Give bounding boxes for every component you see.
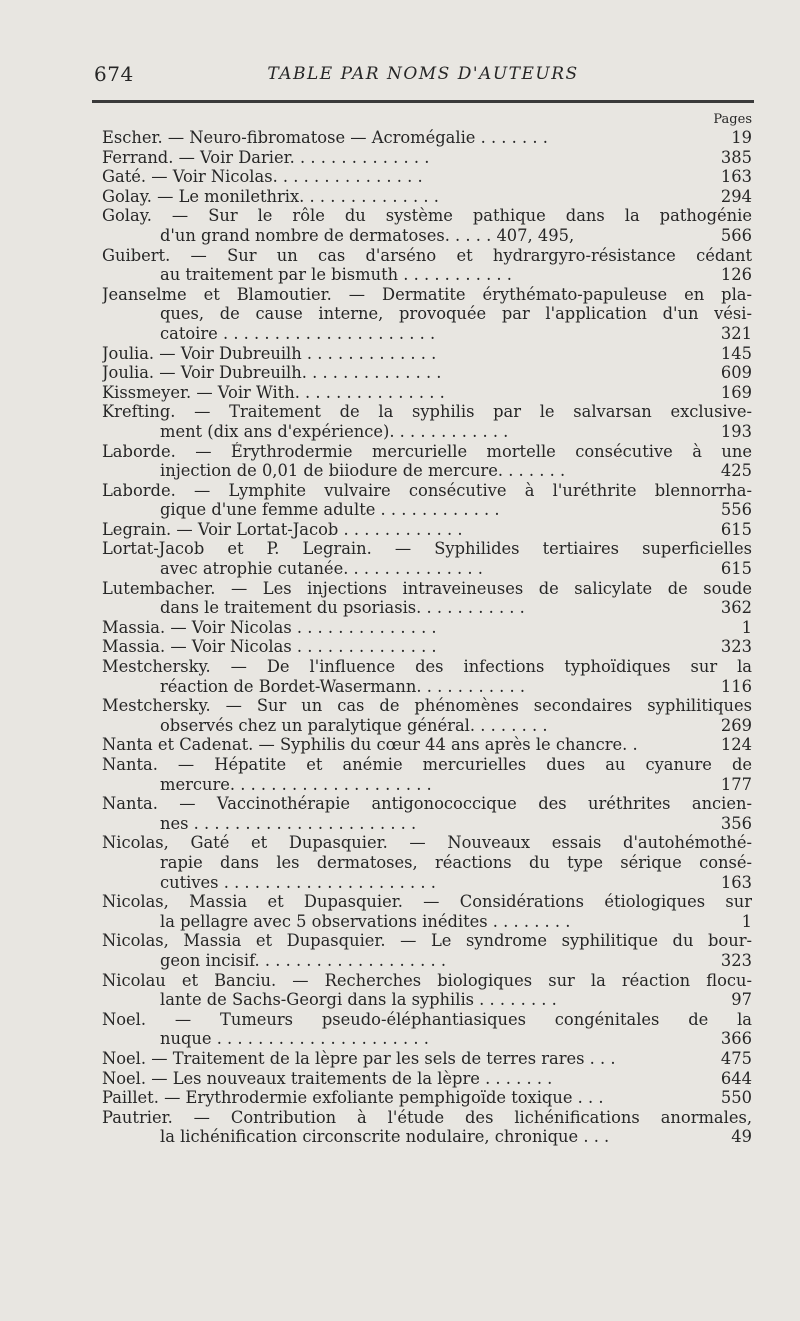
entry-continuation-line bbox=[102, 422, 752, 442]
entry-text: d'un grand nombre de dermatoses. . . . . 407, 495, bbox=[160, 225, 575, 245]
index-entry bbox=[102, 539, 752, 578]
index-entry bbox=[102, 246, 752, 285]
entry-first-line bbox=[102, 481, 752, 501]
index-entry bbox=[102, 735, 752, 755]
entry-first-line bbox=[102, 755, 752, 775]
entry-continuation-line bbox=[102, 1127, 752, 1147]
entry-continuation-line bbox=[102, 304, 752, 324]
entry-text: Gaté. — Voir Nicolas. . . . . . . . . . . . . . . bbox=[102, 167, 423, 187]
page-reference: 19 bbox=[700, 128, 752, 148]
entry-first-line bbox=[102, 1088, 752, 1108]
entry-first-line bbox=[102, 735, 752, 755]
index-entry bbox=[102, 579, 752, 618]
entry-text: avec atrophie cutanée. . . . . . . . . . . . . . bbox=[160, 559, 483, 579]
page-reference: 425 bbox=[700, 461, 752, 481]
entry-continuation-line bbox=[102, 677, 752, 697]
entry-first-line bbox=[102, 1049, 752, 1069]
index-entry bbox=[102, 285, 752, 344]
entry-text: Nicolau et Banciu. — Recherches biologiques sur la réaction flocu- bbox=[102, 970, 752, 990]
entry-first-line bbox=[102, 971, 752, 991]
entry-text: Lutembacher. — Les injections intraveineuses de salicylate de soude bbox=[102, 578, 752, 598]
entry-text: Joulia. — Voir Dubreuilh. . . . . . . . . . . . . . bbox=[102, 363, 442, 383]
entry-first-line bbox=[102, 931, 752, 951]
page-reference: 269 bbox=[700, 716, 752, 736]
index-entry bbox=[102, 1088, 752, 1108]
header-rule bbox=[92, 100, 754, 103]
index-entry bbox=[102, 1069, 752, 1089]
entry-text: Mestchersky. — Sur un cas de phénomènes secondaires syphilitiques bbox=[102, 696, 752, 716]
index-entry bbox=[102, 931, 752, 970]
entry-continuation-line bbox=[102, 500, 752, 520]
entry-text: réaction de Bordet-Wasermann. . . . . . . . . . . bbox=[160, 676, 526, 696]
entry-text: la pellagre avec 5 observations inédites . . . . . . . . bbox=[160, 911, 571, 931]
entry-first-line bbox=[102, 1108, 752, 1128]
index-entry bbox=[102, 128, 752, 148]
page-reference: 163 bbox=[700, 167, 752, 187]
entry-first-line bbox=[102, 206, 752, 226]
entry-text: gique d'une femme adulte . . . . . . . . . . . . bbox=[160, 500, 500, 520]
entry-continuation-line bbox=[102, 598, 752, 618]
entry-text: rapie dans les dermatoses, réactions du type sérique consé- bbox=[160, 852, 752, 872]
page-header bbox=[94, 62, 752, 94]
entry-first-line bbox=[102, 637, 752, 657]
entry-text: Massia. — Voir Nicolas . . . . . . . . . . . . . . bbox=[102, 637, 437, 657]
entry-first-line bbox=[102, 833, 752, 853]
page-reference: 321 bbox=[700, 324, 752, 344]
entry-text: Joulia. — Voir Dubreuilh . . . . . . . . . . . . . bbox=[102, 343, 437, 363]
entry-text: Lortat-Jacob et P. Legrain. — Syphilides tertiaires superficielles bbox=[102, 539, 752, 559]
entry-first-line bbox=[102, 167, 752, 187]
page-reference: 1 bbox=[700, 912, 752, 932]
entry-first-line bbox=[102, 696, 752, 716]
entry-first-line bbox=[102, 539, 752, 559]
entry-text: Golay. — Sur le rôle du système pathique dans la pathogénie bbox=[102, 206, 752, 226]
index-entry bbox=[102, 794, 752, 833]
entry-first-line bbox=[102, 246, 752, 266]
entry-text: nuque . . . . . . . . . . . . . . . . . . . . . bbox=[160, 1029, 429, 1049]
page-reference: 97 bbox=[700, 990, 752, 1010]
entry-first-line bbox=[102, 1069, 752, 1089]
entry-first-line bbox=[102, 285, 752, 305]
entry-first-line bbox=[102, 128, 752, 148]
entry-text: Nanta. — Vaccinothérapie antigonococcique des uréthrites ancien- bbox=[102, 794, 752, 814]
page-reference: 116 bbox=[700, 677, 752, 697]
entry-first-line bbox=[102, 344, 752, 364]
entry-continuation-line bbox=[102, 559, 752, 579]
entry-text: Massia. — Voir Nicolas . . . . . . . . . . . . . . bbox=[102, 617, 437, 637]
entry-text: Escher. — Neuro-fibromatose — Acromégalie . . . . . . . bbox=[102, 128, 548, 147]
entry-text: Legrain. — Voir Lortat-Jacob . . . . . . . . . . . . bbox=[102, 519, 463, 539]
entry-text: Ferrand. — Voir Darier. . . . . . . . . . . . . . bbox=[102, 147, 430, 167]
entry-continuation-line bbox=[102, 912, 752, 932]
entry-text: ques, de cause interne, provoquée par l'application d'un vési- bbox=[160, 304, 752, 324]
index-entry bbox=[102, 442, 752, 481]
entry-text: nes . . . . . . . . . . . . . . . . . . . . . . bbox=[160, 813, 417, 833]
entry-text: injection de 0,01 de biiodure de mercure. . . . . . . bbox=[160, 461, 566, 481]
index-entry bbox=[102, 637, 752, 657]
running-title: TABLE PAR NOMS D'AUTEURS bbox=[267, 64, 579, 84]
entry-text: au traitement par le bismuth . . . . . . . . . . . bbox=[160, 265, 512, 285]
index-entry bbox=[102, 520, 752, 540]
page-reference: 550 bbox=[700, 1088, 752, 1108]
page-reference: 177 bbox=[700, 775, 752, 795]
entry-continuation-line bbox=[102, 461, 752, 481]
entry-text: Kissmeyer. — Voir With. . . . . . . . . . . . . . . bbox=[102, 382, 445, 402]
index-entry bbox=[102, 618, 752, 638]
entry-text: cutives . . . . . . . . . . . . . . . . . . . . . bbox=[160, 872, 436, 892]
page-reference: 609 bbox=[700, 363, 752, 383]
entry-text: Golay. — Le monilethrix. . . . . . . . . . . . . . bbox=[102, 186, 439, 206]
entry-text: catoire . . . . . . . . . . . . . . . . . . . . . bbox=[160, 323, 436, 343]
index-entry bbox=[102, 833, 752, 892]
entry-text: Guibert. — Sur un cas d'arséno et hydrargyro-résistance cédant bbox=[102, 245, 752, 265]
entry-continuation-line bbox=[102, 853, 752, 873]
index-entry bbox=[102, 167, 752, 187]
page-reference: 615 bbox=[700, 559, 752, 579]
entry-first-line bbox=[102, 148, 752, 168]
entry-continuation-line bbox=[102, 324, 752, 344]
entry-text: Nanta et Cadenat. — Syphilis du cœur 44 ans après le chancre. . bbox=[102, 735, 638, 755]
author-index-list bbox=[102, 128, 752, 1147]
pages-column-label: Pages bbox=[713, 112, 752, 127]
entry-first-line bbox=[102, 383, 752, 403]
index-entry bbox=[102, 344, 752, 364]
page-reference: 362 bbox=[700, 598, 752, 618]
index-entry bbox=[102, 755, 752, 794]
entry-text: Noel. — Les nouveaux traitements de la lèpre . . . . . . . bbox=[102, 1068, 553, 1088]
index-entry bbox=[102, 148, 752, 168]
index-entry bbox=[102, 402, 752, 441]
page-reference: 126 bbox=[700, 265, 752, 285]
page-reference: 323 bbox=[700, 637, 752, 657]
entry-text: Pautrier. — Contribution à l'étude des lichénifications anormales, bbox=[102, 1107, 752, 1127]
entry-text: mercure. . . . . . . . . . . . . . . . . . . . bbox=[160, 774, 432, 794]
index-entry bbox=[102, 1010, 752, 1049]
entry-continuation-line bbox=[102, 814, 752, 834]
entry-text: Paillet. — Erythrodermie exfoliante pemphigoïde toxique . . . bbox=[102, 1088, 604, 1108]
index-entry bbox=[102, 657, 752, 696]
entry-text: Noel. — Traitement de la lèpre par les sels de terres rares . . . bbox=[102, 1048, 616, 1068]
page-reference: 356 bbox=[700, 814, 752, 834]
page-reference: 566 bbox=[700, 226, 752, 246]
index-entry bbox=[102, 1108, 752, 1147]
entry-text: Laborde. — Érythrodermie mercurielle mortelle consécutive à une bbox=[102, 441, 752, 461]
entry-text: geon incisif. . . . . . . . . . . . . . . . . . . bbox=[160, 950, 447, 970]
entry-first-line bbox=[102, 187, 752, 207]
entry-continuation-line bbox=[102, 951, 752, 971]
entry-text: lante de Sachs-Georgi dans la syphilis . . . . . . . . bbox=[160, 990, 557, 1010]
entry-text: observés chez un paralytique général. . . . . . . . bbox=[160, 715, 548, 735]
index-entry bbox=[102, 363, 752, 383]
entry-continuation-line bbox=[102, 716, 752, 736]
entry-continuation-line bbox=[102, 265, 752, 285]
entry-text: Jeanselme et Blamoutier. — Dermatite érythémato-papuleuse en pla- bbox=[102, 284, 752, 304]
page-reference: 169 bbox=[700, 383, 752, 403]
index-entry bbox=[102, 1049, 752, 1069]
entry-text: ment (dix ans d'expérience). . . . . . . . . . . . bbox=[160, 421, 509, 441]
entry-text: Nicolas, Massia et Dupasquier. — Considérations étiologiques sur bbox=[102, 892, 752, 912]
entry-text: Nicolas, Massia et Dupasquier. — Le syndrome syphilitique du bour- bbox=[102, 931, 752, 951]
page-reference: 124 bbox=[700, 735, 752, 755]
index-entry bbox=[102, 187, 752, 207]
entry-first-line bbox=[102, 520, 752, 540]
entry-text: dans le traitement du psoriasis. . . . . . . . . . . bbox=[160, 598, 525, 618]
entry-continuation-line bbox=[102, 990, 752, 1010]
entry-continuation-line bbox=[102, 873, 752, 893]
entry-first-line bbox=[102, 892, 752, 912]
page-reference: 163 bbox=[700, 873, 752, 893]
entry-first-line bbox=[102, 1010, 752, 1030]
page-reference: 556 bbox=[700, 500, 752, 520]
index-entry bbox=[102, 696, 752, 735]
entry-text: Noel. — Tumeurs pseudo-éléphantiasiques congénitales de la bbox=[102, 1009, 752, 1029]
page-reference: 294 bbox=[700, 187, 752, 207]
page-reference: 385 bbox=[700, 148, 752, 168]
index-entry bbox=[102, 971, 752, 1010]
page-reference: 366 bbox=[700, 1029, 752, 1049]
entry-text: Nanta. — Hépatite et anémie mercurielles dues au cyanure de bbox=[102, 755, 752, 774]
entry-text: Nicolas, Gaté et Dupasquier. — Nouveaux essais d'autohémothé- bbox=[102, 833, 752, 853]
entry-continuation-line bbox=[102, 775, 752, 795]
entry-first-line bbox=[102, 579, 752, 599]
entry-first-line bbox=[102, 618, 752, 638]
entry-text: Laborde. — Lymphite vulvaire consécutive à l'uréthrite blennorrha- bbox=[102, 480, 752, 500]
index-entry bbox=[102, 892, 752, 931]
page-reference: 615 bbox=[700, 520, 752, 540]
entry-first-line bbox=[102, 657, 752, 677]
entry-first-line bbox=[102, 442, 752, 462]
entry-first-line bbox=[102, 363, 752, 383]
page-reference: 193 bbox=[700, 422, 752, 442]
entry-text: la lichénification circonscrite nodulaire, chronique . . . bbox=[160, 1127, 610, 1147]
page-number: 674 bbox=[94, 62, 134, 86]
entry-first-line bbox=[102, 402, 752, 422]
index-entry bbox=[102, 481, 752, 520]
entry-continuation-line bbox=[102, 1029, 752, 1049]
index-entry bbox=[102, 206, 752, 245]
entry-text: Mestchersky. — De l'influence des infections typhoïdiques sur la bbox=[102, 657, 752, 677]
page-reference: 49 bbox=[700, 1127, 752, 1147]
page-reference: 1 bbox=[700, 618, 752, 638]
index-entry bbox=[102, 383, 752, 403]
page-reference: 475 bbox=[700, 1049, 752, 1069]
page-reference: 323 bbox=[700, 951, 752, 971]
page-reference: 145 bbox=[700, 344, 752, 364]
entry-continuation-line bbox=[102, 226, 752, 246]
entry-text: Krefting. — Traitement de la syphilis par le salvarsan exclusive- bbox=[102, 402, 752, 422]
page-reference: 644 bbox=[700, 1069, 752, 1089]
entry-first-line bbox=[102, 794, 752, 814]
